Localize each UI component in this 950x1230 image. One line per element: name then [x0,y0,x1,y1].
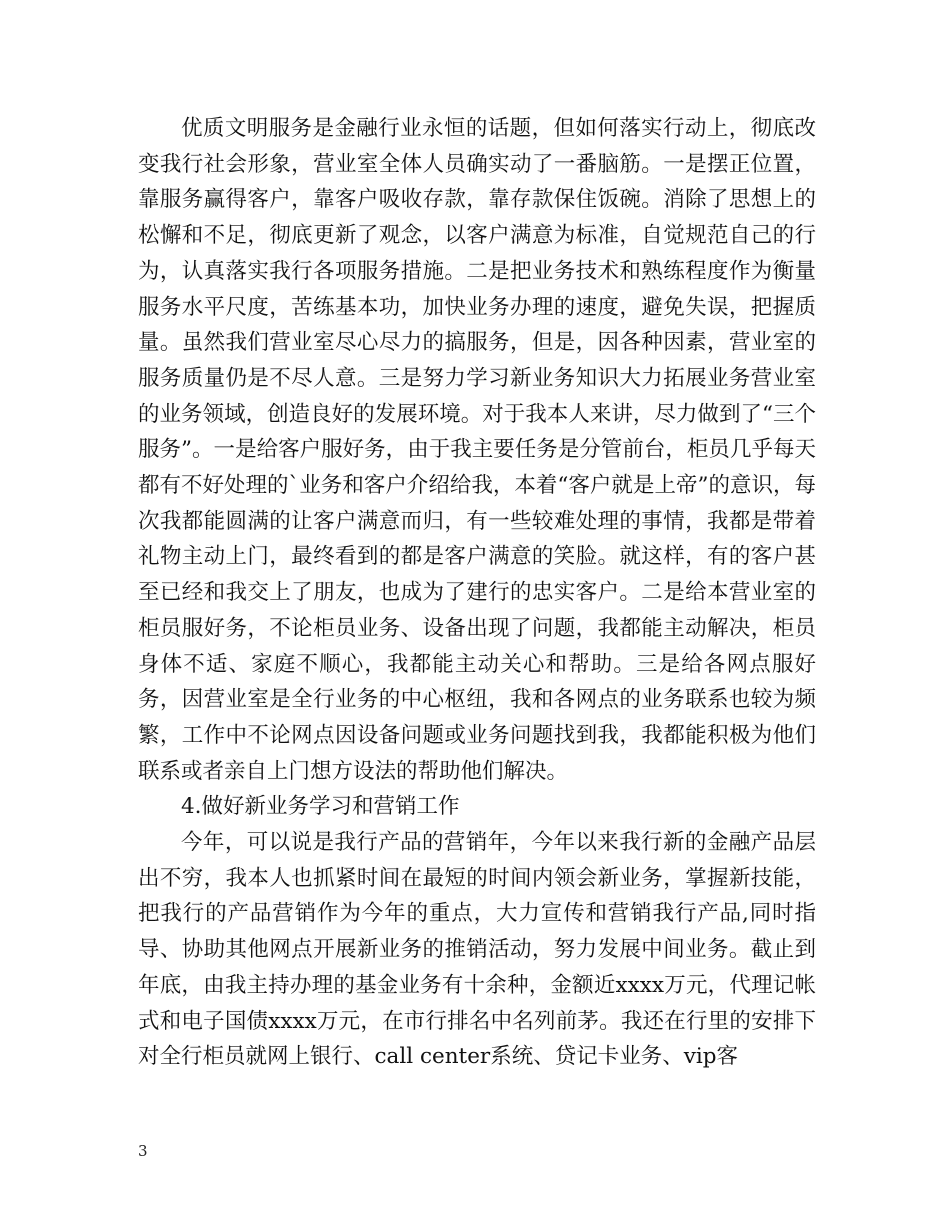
page-number: 3 [138,1142,148,1160]
document-body [138,111,816,1075]
paragraph-service-quality: 优质文明服务是金融行业永恒的话题，但如何落实行动上，彻底改变我行社会形象，营业室全体人员确实动了一番脑筋。一是摆正位置，靠服务赢得客户，靠客户吸收存款，靠存款保住饭碗。消除了思想上的松懈和不足，彻底更新了观念，以客户满意为标准，自觉规范自己的行为，认真落实我行各项服务措施。二是把业务技术和熟练程度作为衡量服务水平尺度，苦练基本功，加快业务办理的速度，避免失误，把握质量。虽然我们营业室尽心尽力的搞服务，但是，因各种因素，营业室的服务质量仍是不尽人意。三是努力学习新业务知识大力拓展业务营业室的业务领域，创造良好的发展环境。对于我本人来讲，尽力做到了“三个服务”。一是给客户服好务，由于我主要任务是分管前台，柜员几乎每天都有不好处理的`业务和客户介绍给我，本着“客户就是上帝”的意识，每次我都能圆满的让客户满意而归，有一些较难处理的事情，我都是带着礼物主动上门，最终看到的都是客户满意的笑脸。就这样，有的客户甚至已经和我交上了朋友，也成为了建行的忠实客户。二是给本营业室的柜员服好务，不论柜员业务、设备出现了问题，我都能主动解决，柜员身体不适、家庭不顺心，我都能主动关心和帮助。三是给各网点服好务，因营业室是全行业务的中心枢纽，我和各网点的业务联系也较为频繁，工作中不论网点因设备问题或业务问题找到我，我都能积极为他们联系或者亲自上门想方设法的帮助他们解决。 [138,116,816,784]
paragraph-marketing: 今年，可以说是我行产品的营销年，今年以来我行新的金融产品层出不穷，我本人也抓紧时间在最短的时间内领会新业务，掌握新技能，把我行的产品营销作为今年的重点，大力宣传和营销我行产品,同时指导、协助其他网点开展新业务的推销活动，努力发展中间业务。截止到年底，由我主持办理的基金业务有十余种，金额近xxxx万元，代理记帐式和电子国债xxxx万元，在市行排名中名列前茅。我还在行里的安排下对全行柜员就网上银行、call center系统、贷记卡业务、vip客 [138,830,816,1070]
section-heading: 4.做好新业务学习和营销工作 [181,794,460,820]
